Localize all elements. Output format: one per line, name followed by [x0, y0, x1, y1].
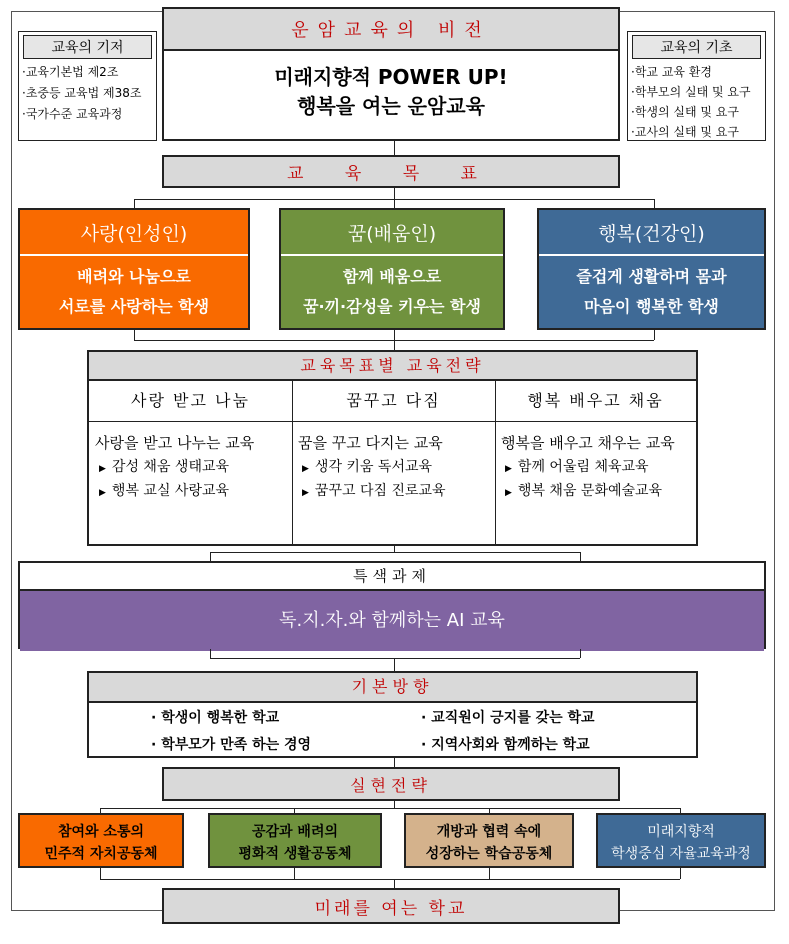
- implementation-line: 공감과 배려의: [251, 824, 339, 840]
- foundation-box: [18, 31, 157, 141]
- basis-item: ·교사의 실태 및 요구: [631, 125, 739, 139]
- connector-line: [210, 658, 580, 659]
- strategy-column: [89, 381, 293, 544]
- strategy-item: ▶ 행복 채움 문화예술교육: [505, 483, 663, 499]
- strategy-column: [495, 381, 696, 544]
- goal-line: 함께 배움으로: [342, 267, 442, 286]
- implementation-line: 평화적 생활공동체: [238, 846, 352, 862]
- connector-line: [100, 808, 680, 809]
- basis-item: ·학생의 실태 및 요구: [631, 105, 739, 119]
- connector-line: [394, 330, 395, 340]
- connector-line: [100, 879, 680, 880]
- goal-line: 마음이 행복한 학생: [584, 297, 719, 316]
- connector-line: [489, 868, 490, 879]
- strategy-lead: 꿈을 꾸고 다지는 교육: [298, 434, 443, 452]
- connector-line: [394, 658, 395, 672]
- goal-card-love: [18, 208, 250, 330]
- goal-card-happiness: [537, 208, 766, 330]
- strategy-item: ▶ 함께 어울림 체육교육: [505, 459, 649, 475]
- strategy-column-name: 행복 배우고 채움: [495, 381, 696, 422]
- foundation-item: ·초중등 교육법 제38조: [22, 86, 142, 100]
- basis-item: ·학부모의 실태 및 요구: [631, 85, 751, 99]
- implementation-line: 민주적 자치공동체: [44, 846, 158, 862]
- basis-item: ·학교 교육 환경: [631, 65, 712, 79]
- goal-line: 배려와 나눔으로: [77, 267, 191, 286]
- strategy-item: ▶ 꿈꾸고 다짐 진로교육: [302, 483, 446, 499]
- goal-card-dream: [279, 208, 505, 330]
- implementation-title: 실현전략: [162, 767, 620, 801]
- connector-line: [294, 868, 295, 879]
- strategy-column: [292, 381, 496, 544]
- strategy-item: ▶ 감성 채움 생태교육: [99, 459, 230, 475]
- strategy-lead: 행복을 배우고 채우는 교육: [501, 434, 675, 452]
- direction-item: · 학생이 행복한 학교: [151, 710, 280, 726]
- strategy-column-name: 사랑 받고 나눔: [89, 381, 292, 422]
- footer-title: 미래를 여는 학교: [162, 888, 620, 924]
- connector-line: [210, 649, 211, 658]
- connector-line: [654, 330, 655, 340]
- direction-box: [87, 671, 698, 758]
- connector-line: [394, 141, 395, 156]
- direction-item: · 학부모가 만족 하는 경영: [151, 737, 312, 753]
- connector-line: [134, 330, 135, 340]
- foundation-item: ·국가수준 교육과정: [22, 107, 123, 121]
- foundation-title: 교육의 기저: [23, 35, 152, 59]
- vision-line-1: 미래지향적 POWER UP!: [274, 65, 508, 89]
- triangle-bullet-icon: ▶: [302, 488, 309, 498]
- direction-title: 기본방향: [89, 673, 696, 703]
- goals-title: 교 육 목 표: [162, 155, 620, 188]
- implementation-line: 미래지향적: [647, 824, 715, 840]
- special-task: [18, 561, 766, 649]
- triangle-bullet-icon: ▶: [505, 488, 512, 498]
- vision-line-2: 행복을 여는 운암교육: [297, 94, 485, 118]
- goal-title: 꿈(배움인): [281, 210, 503, 256]
- goal-title: 사랑(인성인): [20, 210, 248, 256]
- strategy-title: 교육목표별 교육전략: [89, 352, 696, 381]
- strategy-column-name: 꿈꾸고 다짐: [292, 381, 495, 422]
- special-body: 독.지.자.와 함께하는 AI 교육: [20, 591, 764, 651]
- triangle-bullet-icon: ▶: [302, 464, 309, 474]
- direction-item: · 지역사회와 함께하는 학교: [421, 737, 590, 753]
- goal-title: 행복(건강인): [539, 210, 764, 256]
- strategy-lead: 사랑을 받고 나누는 교육: [95, 434, 255, 452]
- connector-line: [680, 868, 681, 879]
- goal-line: 즐겁게 생활하며 몸과: [576, 267, 727, 286]
- vision-title: 운암교육의 비전: [162, 7, 620, 51]
- connector-line: [210, 552, 580, 553]
- implementation-card: [18, 813, 184, 868]
- implementation-card: [404, 813, 574, 868]
- triangle-bullet-icon: ▶: [99, 488, 106, 498]
- direction-item: · 교직원이 긍지를 갖는 학교: [421, 710, 595, 726]
- triangle-bullet-icon: ▶: [99, 464, 106, 474]
- strategy-item: ▶ 생각 키움 독서교육: [302, 459, 433, 475]
- connector-line: [580, 649, 581, 658]
- implementation-line: 개방과 협력 속에: [436, 824, 542, 840]
- strategy-table: [87, 350, 698, 546]
- implementation-card: [208, 813, 382, 868]
- triangle-bullet-icon: ▶: [505, 464, 512, 474]
- implementation-card: [596, 813, 766, 868]
- foundation-item: ·교육기본법 제2조: [22, 65, 119, 79]
- connector-line: [394, 801, 395, 808]
- implementation-line: 학생중심 자율교육과정: [611, 846, 751, 862]
- connector-line: [100, 868, 101, 879]
- implementation-line: 참여와 소통의: [57, 824, 145, 840]
- special-title: 특색과제: [20, 563, 764, 591]
- basis-title: 교육의 기초: [632, 35, 761, 59]
- vision-statement: [162, 49, 620, 141]
- goal-line: 서로를 사랑하는 학생: [58, 297, 210, 316]
- basis-box: [627, 31, 766, 141]
- implementation-line: 성장하는 학습공동체: [425, 846, 553, 862]
- strategy-item: ▶ 행복 교실 사랑교육: [99, 483, 230, 499]
- goal-line: 꿈·끼·감성을 키우는 학생: [303, 297, 481, 316]
